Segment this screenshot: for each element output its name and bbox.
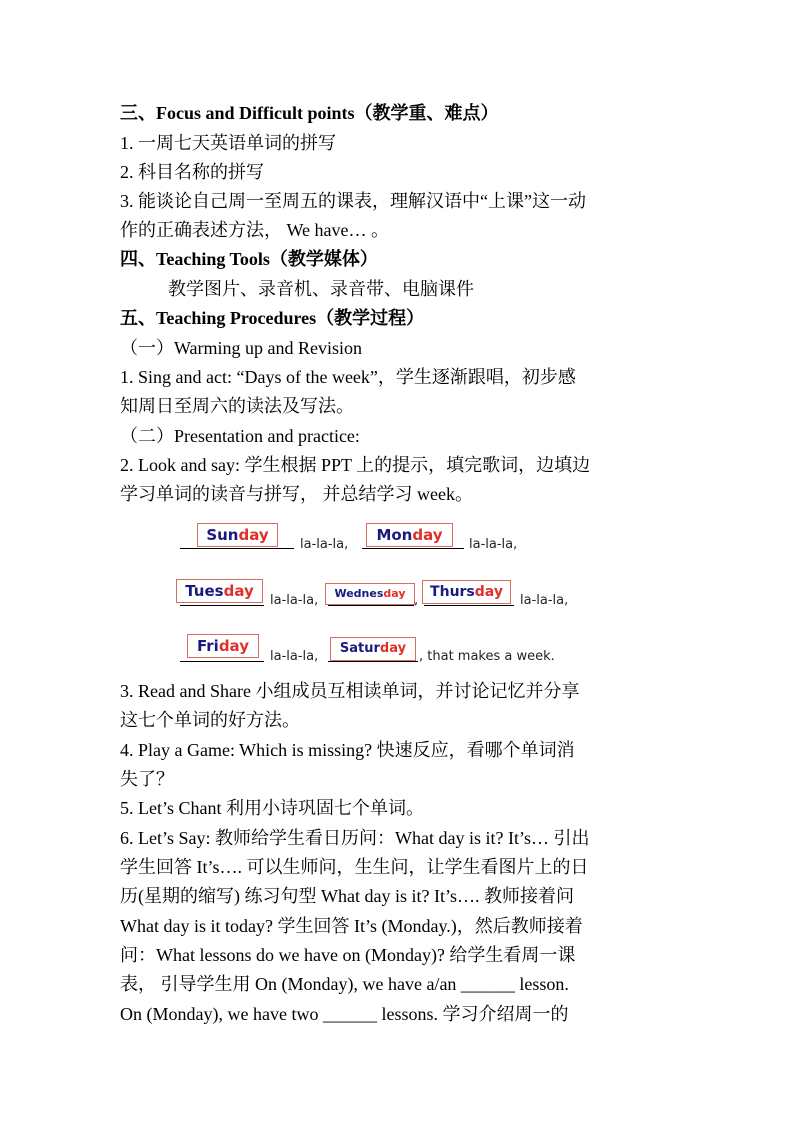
step-6-line-4: What day is it today? 学生回答 It’s (Monday.)，然后教师接着 (120, 916, 583, 936)
word-box-monday: Monday (366, 523, 453, 547)
step-1-line-1: 1. Sing and act: “Days of the week”，学生逐渐跟唱，初步感 (120, 367, 576, 387)
song-text: la-la-la, (520, 593, 569, 608)
song-text: la-la-la, (300, 537, 349, 552)
step-2-line-2: 学习单词的读音与拼写， 并总结学习 week。 (120, 484, 473, 504)
song-text: , that makes a week. (419, 649, 555, 664)
word-box-saturday: Saturday (330, 637, 416, 661)
song-text: la-la-la, (469, 537, 518, 552)
step-6-line-6: 表， 引导学生用 On (Monday), we have a/an ______ lesson. (120, 974, 569, 994)
song-text: , (414, 593, 419, 608)
blank-line (362, 548, 464, 549)
blank-line (328, 661, 418, 662)
section-3-heading: 三、Focus and Difficult points（教学重、难点） (120, 103, 499, 123)
section-3-item-1: 1. 一周七天英语单词的拼写 (120, 133, 336, 153)
word-box-friday: Friday (187, 634, 259, 658)
word-box-thursday: Thursday (422, 580, 511, 604)
blank-line (180, 661, 264, 662)
section-3-item-3-line-2: 作的正确表述方法， We have… 。 (120, 220, 390, 240)
step-6-line-5: 问：What lessons do we have on (Monday)? 给学生看周一课 (120, 945, 576, 965)
word-box-wednesday: Wednesday (325, 583, 415, 605)
step-6-line-2: 学生回答 It’s…. 可以生师问，生生问，让学生看图片上的日 (120, 857, 589, 877)
blank-line (180, 548, 294, 549)
part-1-heading: （一）Warming up and Revision (120, 338, 363, 358)
step-4-line-2: 失了？ (120, 769, 174, 789)
section-4-content: 教学图片、录音机、录音带、电脑课件 (168, 279, 474, 299)
song-text: la-la-la, (270, 649, 319, 664)
step-4-line-1: 4. Play a Game: Which is missing? 快速反应，看哪个单词消 (120, 740, 575, 760)
blank-line (328, 605, 414, 606)
word-box-sunday: Sunday (197, 523, 278, 547)
step-5: 5. Let’s Chant 利用小诗巩固七个单词。 (120, 798, 424, 818)
blank-line (180, 605, 264, 606)
section-4-heading: 四、Teaching Tools（教学媒体） (120, 249, 378, 269)
song-text: la-la-la, (270, 593, 319, 608)
step-6-line-3: 历(星期的缩写) 练习句型 What day is it? It’s…. 教师接着问 (120, 886, 574, 906)
section-3-item-2: 2. 科目名称的拼写 (120, 162, 264, 182)
blank-line (424, 605, 514, 606)
step-2-line-1: 2. Look and say: 学生根据 PPT 上的提示，填完歌词，边填边 (120, 455, 591, 475)
word-box-tuesday: Tuesday (176, 579, 263, 603)
step-6-line-7: On (Monday), we have two ______ lessons. 学习介绍周一的 (120, 1004, 569, 1024)
step-1-line-2: 知周日至周六的读法及写法。 (120, 396, 354, 416)
section-3-item-3-line-1: 3. 能谈论自己周一至周五的课表，理解汉语中“上课”这一动 (120, 191, 586, 211)
section-5-heading: 五、Teaching Procedures（教学过程） (120, 308, 425, 328)
step-3-line-1: 3. Read and Share 小组成员互相读单词，并讨论记忆并分享 (120, 681, 580, 701)
part-2-heading: （二）Presentation and practice: (120, 426, 360, 446)
step-6-line-1: 6. Let’s Say: 教师给学生看日历问：What day is it? It’s… 引出 (120, 828, 590, 848)
step-3-line-2: 这七个单词的好方法。 (120, 710, 300, 730)
